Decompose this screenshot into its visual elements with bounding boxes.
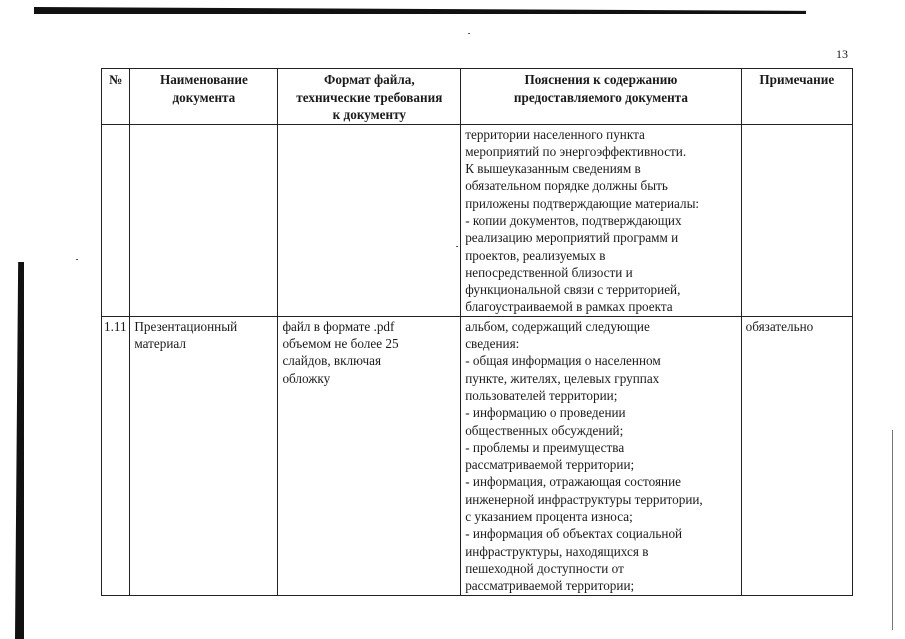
cell-explanation: альбом, содержащий следующие сведения: - общая информация о населенном пункте, жителях, целевых группах пользователей территории; - информацию о проведении общественных обсуждений; - проблемы и преимущества рассматриваемой территории; - информация, отражающая состояние инженерной инфраструктуры территории, с указанием процента износа; - информация об объектах социальной инфраструктуры, находящихся в пешеходной доступности от рассматриваемой территории; (461, 316, 741, 595)
scan-edge-left (15, 262, 24, 639)
header-note: Примечание (741, 69, 852, 125)
cell-number (102, 124, 130, 316)
cell-format (278, 124, 461, 316)
header-document-name: Наименование документа (130, 69, 278, 125)
scan-edge-right (892, 430, 893, 630)
cell-format: файл в формате .pdf объемом не более 25 слайдов, включая обложку (278, 316, 461, 595)
cell-name (130, 124, 278, 316)
header-explanations: Пояснения к содержанию предоставляемого документа (461, 69, 741, 125)
page-number: 13 (836, 47, 848, 61)
table-header-row (102, 69, 853, 125)
cell-note (741, 124, 852, 316)
table-row-1-11 (102, 316, 853, 595)
header-number: № (102, 69, 130, 125)
cell-note: обязательно (741, 316, 852, 595)
document-table (101, 68, 853, 596)
header-file-format: Формат файла, технические требования к документу (278, 69, 461, 125)
cell-name: Презентационный материал (130, 316, 278, 595)
scan-speck (468, 33, 470, 34)
table-row-continuation (102, 124, 853, 316)
cell-number: 1.11 (102, 316, 130, 595)
cell-explanation: территории населенного пункта мероприятий по энергоэффективности. К вышеуказанным сведениям в обязательном порядке должны быть приложены подтверждающие материалы: - копии документов, подтверждающих реализацию мероприятий программ и проектов, реализуемых в непосредственной близости и функциональной связи с территорией, благоустраиваемой в рамках проекта (461, 124, 741, 316)
scan-speck (76, 259, 78, 260)
scan-edge-top (34, 7, 806, 14)
